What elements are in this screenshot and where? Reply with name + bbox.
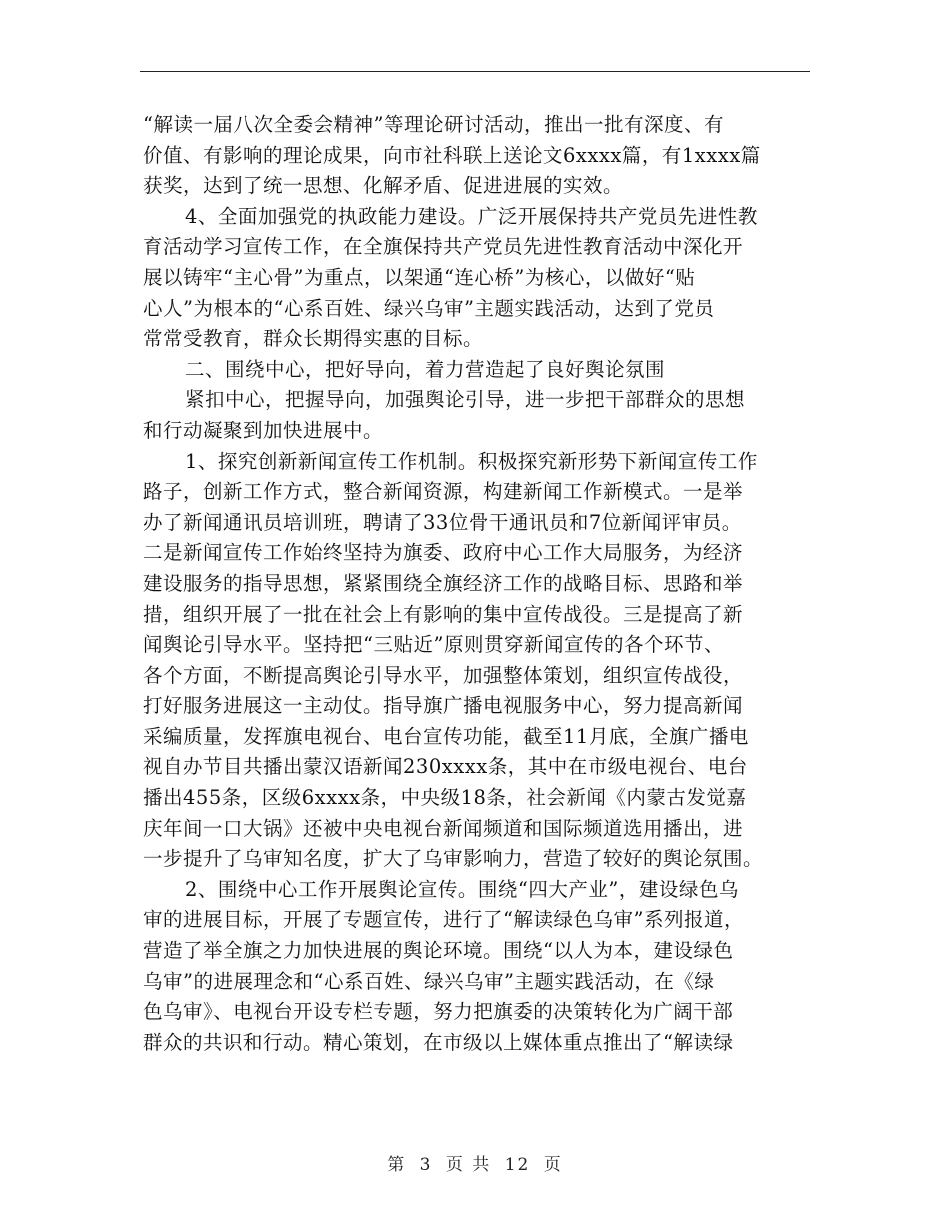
footer-mid: 页 共: [445, 1155, 492, 1175]
text-line: 和行动凝聚到加快进展中。: [143, 418, 384, 442]
text-line: 播出455条，区级6xxxx条，中央级18条，社会新闻《内蒙古发觉嘉: [143, 786, 747, 810]
text-line: 群众的共识和行动。精心策划，在市级以上媒体重点推出了“解读绿: [143, 1030, 734, 1054]
text-line: 闻舆论引导水平。坚持把“三贴近”原则贯穿新闻宣传的各个环节、: [143, 633, 724, 657]
text-line: 价值、有影响的理论成果，向市社科联上送论文6xxxx篇，有1xxxx篇: [143, 143, 761, 167]
text-line: 4、全面加强党的执政能力建设。广泛开展保持共产党员先进性教: [185, 204, 758, 228]
text-line: 心人”为根本的“心系百姓、绿兴乌审”主题实践活动，达到了党员: [143, 296, 715, 320]
text-line: 色乌审》、电视台开设专栏专题，努力把旗委的决策转化为广阔干部: [143, 1000, 734, 1024]
text-line: 办了新闻通讯员培训班，聘请了33位骨干通讯员和7位新闻评审员。: [143, 510, 742, 534]
text-line: 采编质量，发挥旗电视台、电台宣传功能，截至11月底，全旗广播电: [143, 724, 749, 748]
text-line: 2、围绕中心工作开展舆论宣传。围绕“四大产业”，建设绿色乌: [185, 877, 739, 901]
text-line: 获奖，达到了统一思想、化解矛盾、促进进展的实效。: [143, 174, 624, 198]
text-line: 建设服务的指导思想，紧紧围绕全旗经济工作的战略目标、思路和举: [143, 571, 744, 595]
text-line: 庆年间一口大锅》还被中央电视台新闻频道和国际频道选用播出，进: [143, 816, 744, 840]
text-line: “解读一届八次全委会精神”等理论研讨活动，推出一批有深度、有: [143, 113, 724, 136]
footer-prefix: 第: [387, 1155, 407, 1175]
text-line: 紧扣中心，把握导向，加强舆论引导，进一步把干部群众的思想: [185, 388, 746, 412]
text-line: 各个方面，不断提高舆论引导水平，加强整体策划，组织宣传战役，: [143, 663, 744, 687]
text-line: 常常受教育，群众长期得实惠的目标。: [143, 327, 484, 351]
text-line: 打好服务进展这一主动仗。指导旗广播电视服务中心，努力提高新闻: [143, 694, 744, 718]
text-line: 措，组织开展了一批在社会上有影响的集中宣传战役。三是提高了新: [143, 602, 744, 626]
text-line: 一步提升了乌审知名度，扩大了乌审影响力，营造了较好的舆论氛围。: [143, 847, 764, 871]
footer-suffix: 页: [543, 1155, 563, 1175]
text-line: 育活动学习宣传工作，在全旗保持共产党员先进性教育活动中深化开: [143, 235, 744, 259]
page-total: 12: [504, 1155, 531, 1175]
text-line: 乌审”的进展理念和“心系百姓、绿兴乌审”主题实践活动，在《绿: [143, 969, 715, 993]
text-line: 审的进展目标，开展了专题宣传，进行了“解读绿色乌审”系列报道，: [143, 908, 744, 932]
text-line: 营造了举全旗之力加快进展的舆论环境。围绕“以人为本，建设绿色: [143, 939, 734, 963]
page-footer: [0, 1150, 950, 1175]
page-number: 3: [419, 1155, 433, 1175]
text-line: 视自办节目共播出蒙汉语新闻230xxxx条，其中在市级电视台、电台: [143, 755, 748, 779]
text-line: 路子，创新工作方式，整合新闻资源，构建新闻工作新模式。一是举: [143, 480, 744, 504]
text-line: 二是新闻宣传工作始终坚持为旗委、政府中心工作大局服务，为经济: [143, 541, 744, 565]
text-line: 展以铸牢“主心骨”为重点，以架通“连心桥”为核心，以做好“贴: [143, 265, 696, 289]
document-body: [143, 110, 811, 1058]
section-heading: 二、围绕中心，把好导向，着力营造起了良好舆论氛围: [185, 357, 666, 381]
header-rule: [140, 71, 810, 72]
text-line: 1、探究创新新闻宣传工作机制。积极探究新形势下新闻宣传工作: [185, 449, 758, 473]
